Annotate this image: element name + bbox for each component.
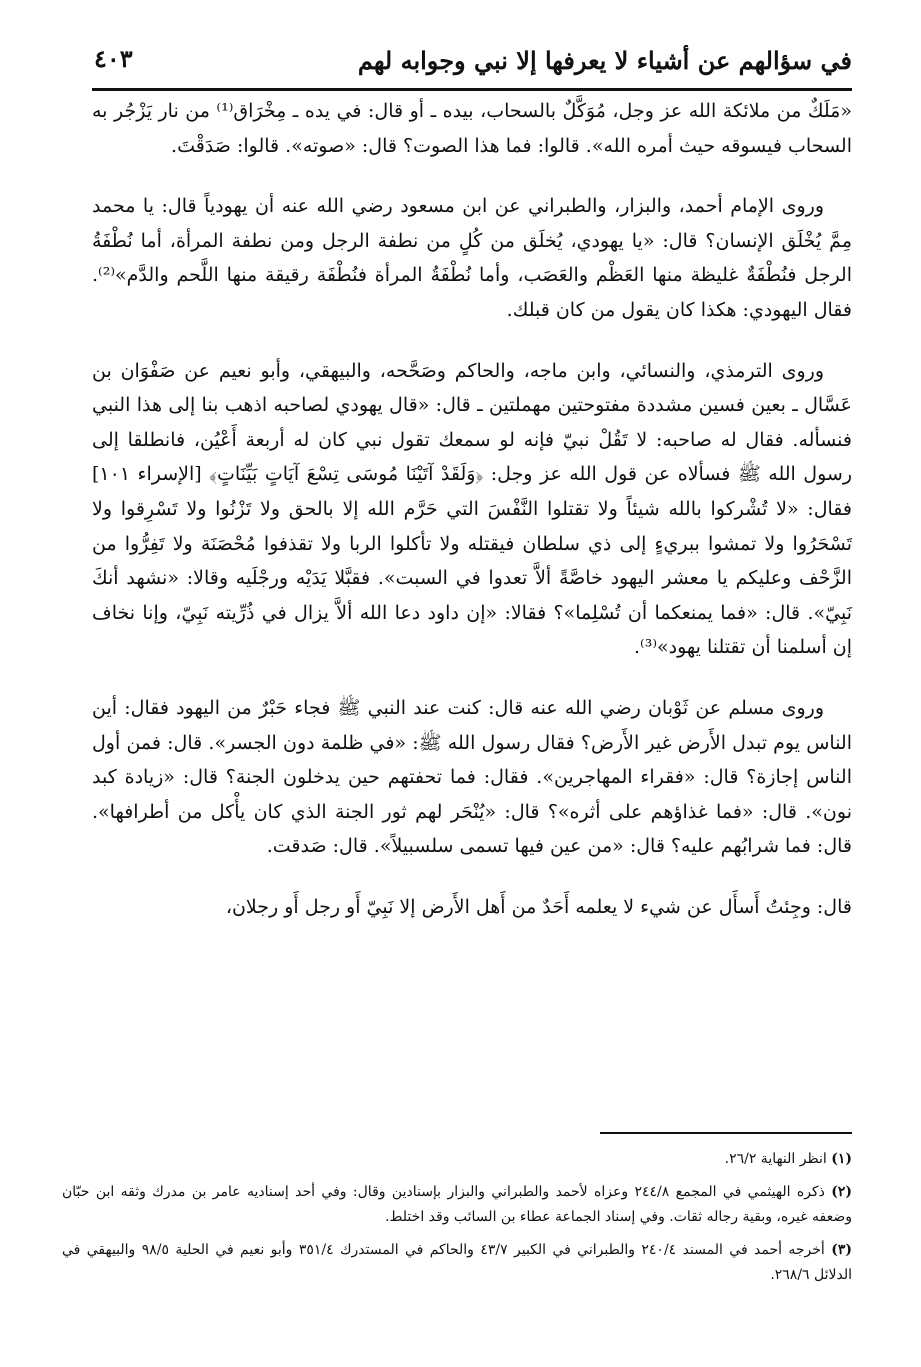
page-number: ٤٠٣ <box>94 44 133 73</box>
paragraph: وروى الإمام أحمد، والبزار، والطبراني عن ابن مسعود رضي الله عنه أن يهودياً قال: يا محمد مِمَّ يُخْلَق الإنسان؟ قال: «يا يهودي، يُخلَق من كُلٍ من نطفة الرجل ومن نطفة المرأة، أما نُطْفَةُ الرجل فنُطْفَةٌ غليظة منها العَظْم والعَصَب، وأما نُطْفَةُ المرأة فنُطْفَة رقيقة منها اللَّحم والدَّم»⁽²⁾. فقال اليهودي: هكذا كان يقول من كان قبلك. <box>92 195 852 321</box>
paragraph: وروى مسلم عن ثَوْبان رضي الله عنه قال: كنت عند النبي ﷺ فجاء حَبْرٌ من اليهود فقال: أين الناس يوم تبدل الأَرض غير الأَرض؟ فقال رسول الله ﷺ: «في ظلمة دون الجسر». قال: فمن أول الناس إجازة؟ قال: «فقراء المهاجرين». فقال: فما تحفتهم حين يدخلون الجنة؟ قال: «زيادة كبد نون». قال: «فما غذاؤهم على أثره»؟ قال: «يُنْحَر لهم ثور الجنة الذي كان يأْكل من أطرافها». قال: فما شرابُهم عليه؟ قال: «من عين فيها تسمى سلسبيلاً». قال: صَدقت. <box>92 696 852 858</box>
footnote <box>62 1147 852 1172</box>
footnote-text: أخرجه أحمد في المسند ٢٤٠/٤ والطبراني في الكبير ٤٣/٧ والحاكم في المستدرك ٣٥١/٤ وأبو نعيم في الحلية ٩٨/٥ والبيهقي في الدلائل ٢٦٨/٦. <box>62 1242 852 1283</box>
footnote-rule <box>600 1132 852 1134</box>
paragraph: وروى الترمذي، والنسائي، وابن ماجه، والحاكم وصَحَّحه، والبيهقي، وأبو نعيم عن صَفْوَان بن عَسَّال ـ بعين فسين مشددة مفتوحتين مهملتين ـ قال: «قال يهودي لصاحبه اذهب بنا إلى هذا النبي فنسأله. فقال له صاحبه: لا تَقُلْ نبيّ فإنه لو سمعك تقول نبي كان له أربعة أَعْيُن، فانطلقا إلى رسول الله ﷺ فسألاه عن قول الله عز وجل: ﴿وَلَقَدْ آتَيْنَا مُوسَى تِسْعَ آيَاتٍ بَيِّنَاتٍ﴾ [الإسراء ١٠١] فقال: «لا تُشْركوا بالله شيئاً ولا تقتلوا النَّفْسَ التي حَرَّم الله إلا بالحق ولا تَزْنُوا ولا تَسْرِقوا ولا تَسْحَرُوا ولا تمشوا ببريءٍ إلى ذي سلطان فيقتله ولا تأكلوا الربا ولا تقذفوا مُحْصَنَة ولا تَفِرُّوا من الزَّحْف وعليكم يا معشر اليهود خاصَّةً ألاَّ تعدوا في السبت». فقبَّلا يَدَيْه ورجْلَيه وقالا: «نشهد أنكَ نَبِيّ». قال: «فما يمنعكما أن تُسْلِما»؟ فقالا: «إن داود دعا الله ألاَّ يزال في ذُرِّيته نَبِيّ، وإنا نخاف إن أسلمنا أن تقتلنا يهود»⁽³⁾. <box>92 359 852 659</box>
footnote-number: (٢) <box>831 1184 852 1200</box>
main-text <box>92 94 852 950</box>
header-title: في سؤالهم عن أشياء لا يعرفها إلا نبي وجوابه لهم <box>357 46 852 75</box>
footnote-number: (٣) <box>831 1242 852 1258</box>
paragraph: «مَلَكٌ من ملائكة الله عز وجل، مُوَكَّلٌ بالسحاب، بيده ـ أو قال: في يده ـ مِخْرَاق⁽¹⁾ من نار يَزْجُر به السحاب فيسوقه حيث أمره الله». قالوا: فما هذا الصوت؟ قال: «صوته». قالوا: صَدَقْتَ. <box>92 100 852 157</box>
footnotes <box>62 1147 852 1296</box>
footnote-text: ذكره الهيثمي في المجمع ٢٤٤/٨ وعزاه لأحمد والطبراني والبزار بإسنادين وقال: وفي أحد إسناديه عامر بن مدرك وثقه ابن حبّان وضعفه غيره، وبقية رجاله ثقات. وفي إسناد الجماعة عطاء بن السائب وقد اختلط. <box>62 1184 852 1225</box>
footnote-number: (١) <box>831 1151 852 1167</box>
footnote-text: انظر النهاية ٢٦/٢. <box>724 1151 827 1167</box>
paragraph: قال: وجِئتُ أَسأَل عن شيء لا يعلمه أَحَدٌ من أَهل الأَرض إلا نَبِيّ أَو رجل أَو رجلان، <box>225 895 852 918</box>
running-header <box>92 40 852 88</box>
footnote <box>62 1180 852 1230</box>
footnote <box>62 1238 852 1288</box>
header-rule <box>92 88 852 91</box>
